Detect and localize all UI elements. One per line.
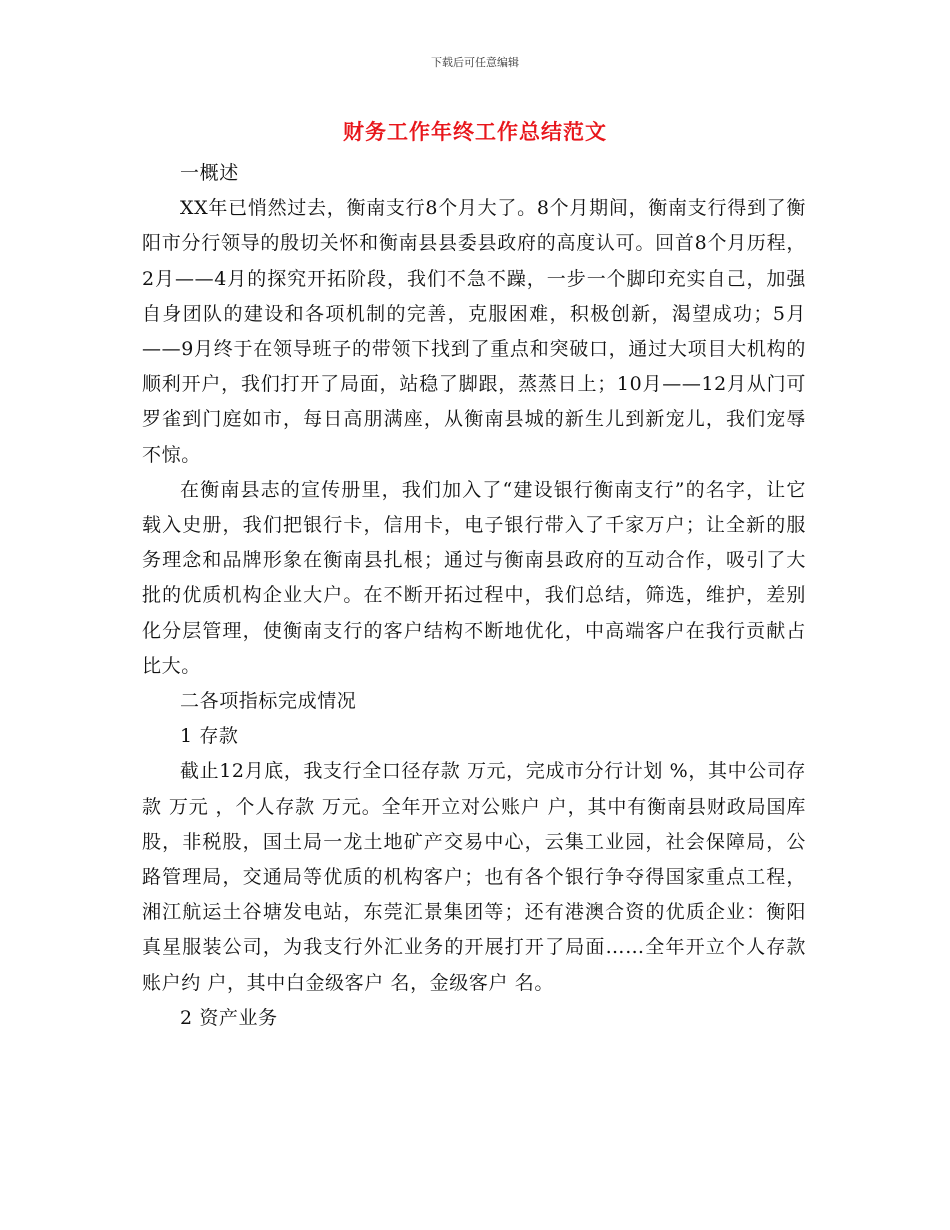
subheading-deposits: 1 存款 [180, 725, 239, 748]
header-note: 下载后可任意编辑 [431, 56, 519, 69]
subheading-assets: 2 资产业务 [180, 1006, 278, 1029]
document-body [142, 156, 806, 1036]
paragraph-deposits: 截止12月底，我支行全口径存款 万元，完成市分行计划 %，其中公司存款 万元 ，个人存款 万元。全年开立对公账户 户，其中有衡南县财政局国库股，非税股，国土局一龙土地矿产交易中心，云集工业园，社会保障局，公路管理局，交通局等优质的机构客户；也有各个银行争夺得国家重点工程，湘江航运土谷塘发电站，东莞汇景集团等；还有港澳合资的优质企业：衡阳真星服装公司，为我支行外汇业务的开展打开了局面……全年开立个人存款账户约 户，其中白金级客户 名，金级客户 名。 [142, 760, 806, 994]
paragraph-promotion: 在衡南县志的宣传册里，我们加入了“建设银行衡南支行”的名字，让它载入史册，我们把银行卡，信用卡，电子银行带入了千家万户；让全新的服务理念和品牌形象在衡南县扎根；通过与衡南县政府的互动合作，吸引了大批的优质机构企业大户。在不断开拓过程中，我们总结，筛选，维护，差别化分层管理，使衡南支行的客户结构不断地优化，中高端客户在我行贡献占比大。 [142, 478, 806, 677]
section-heading-indicators: 二各项指标完成情况 [180, 690, 357, 713]
document-title: 财务工作年终工作总结范文 [343, 120, 607, 144]
paragraph-overview: XX年已悄然过去，衡南支行8个月大了。8个月期间，衡南支行得到了衡阳市分行领导的殷切关怀和衡南县县委县政府的高度认可。回首8个月历程，2月——4月的探究开拓阶段，我们不急不躁，一步一个脚印充实自己，加强自身团队的建设和各项机制的完善，克服困难，积极创新，渴望成功；5月——9月终于在领导班子的带领下找到了重点和突破口，通过大项目大机构的顺利开户，我们打开了局面，站稳了脚跟，蒸蒸日上；10月——12月从门可罗雀到门庭如市，每日高朋满座，从衡南县城的新生儿到新宠儿，我们宠辱不惊。 [142, 197, 806, 466]
section-heading-overview: 一概述 [180, 162, 239, 184]
